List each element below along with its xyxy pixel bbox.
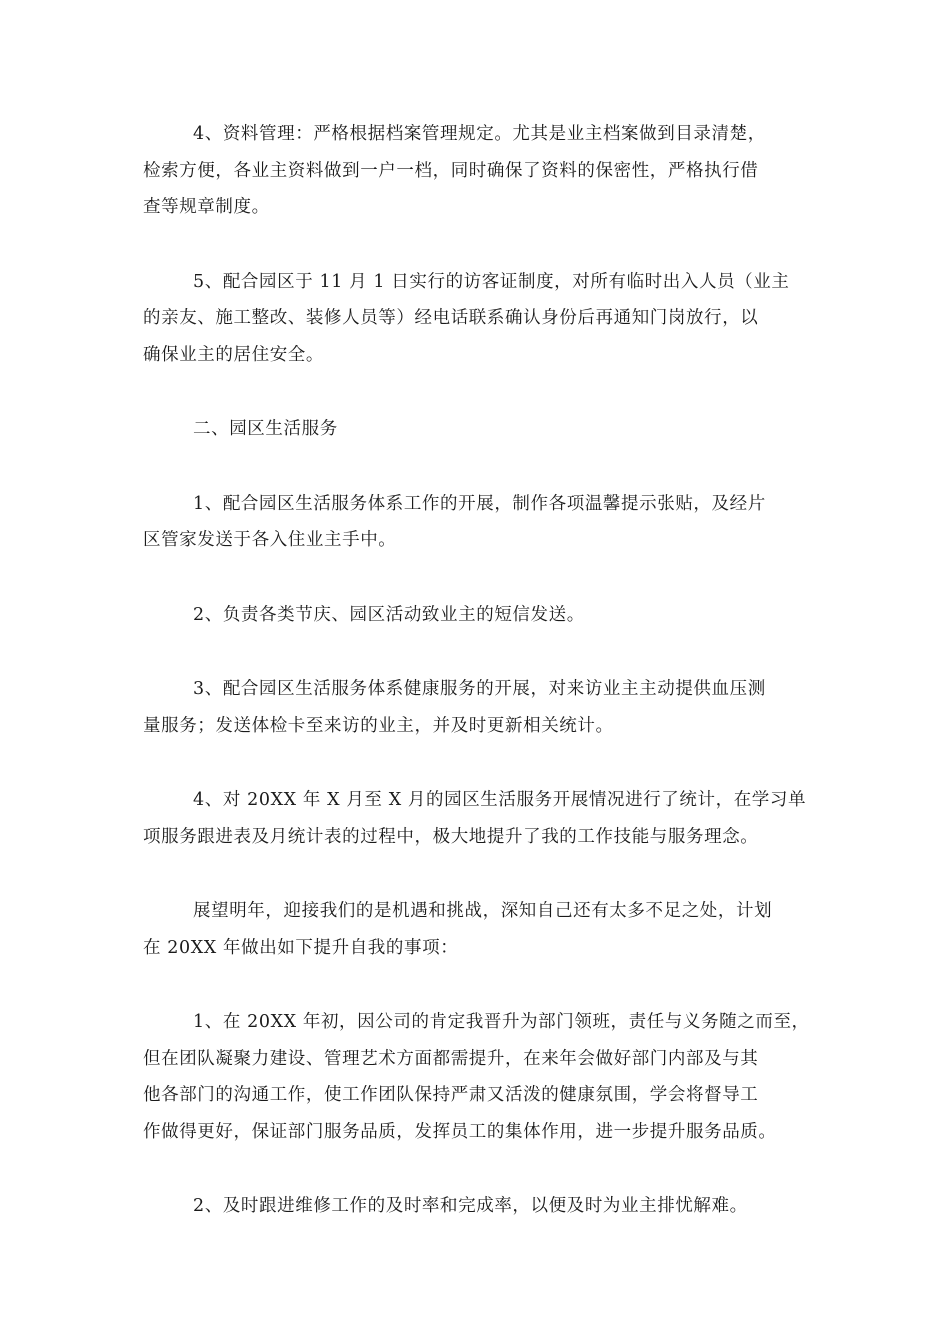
text-line: 区管家发送于各入住业主手中。 [143,530,397,550]
document-body [143,116,808,1263]
text-line: 作做得更好，保证部门服务品质，发挥员工的集体作用，进一步提升服务品质。 [143,1121,777,1142]
paragraph-statistics [143,782,808,855]
text-line: 项服务跟进表及月统计表的过程中，极大地提升了我的工作技能与服务理念。 [143,826,759,847]
text-line: 在 20XX 年做出如下提升自我的事项： [143,937,459,958]
paragraph-service-system [143,486,808,559]
text-line: 4、对 20XX 年 X 月至 X 月的园区生活服务开展情况进行了统计，在学习单 [193,790,807,810]
text-line: 查等规章制度。 [143,197,270,217]
paragraph-health-service [143,671,808,744]
paragraph-sms [143,597,808,634]
text-line: 4、资料管理：严格根据档案管理规定。尤其是业主档案做到目录清楚， [193,124,766,144]
paragraph-records-management [143,116,808,226]
text-line: 量服务；发送体检卡至来访的业主，并及时更新相关统计。 [143,715,614,736]
text-line: 确保业主的居住安全。 [143,344,324,365]
text-line: 1、在 20XX 年初，因公司的肯定我晋升为部门领班，责任与义务随之而至， [193,1012,810,1032]
paragraph-visitor-pass [143,264,808,374]
text-line: 检索方便，各业主资料做到一户一档，同时确保了资料的保密性，严格执行借 [143,160,759,181]
text-line: 但在团队凝聚力建设、管理艺术方面都需提升，在来年会做好部门内部及与其 [143,1048,759,1069]
text-line: 展望明年，迎接我们的是机遇和挑战，深知自己还有太多不足之处，计划 [193,901,773,921]
heading-text: 二、园区生活服务 [193,419,338,439]
text-line: 1、配合园区生活服务体系工作的开展，制作各项温馨提示张贴，及经片 [193,493,766,514]
section-heading-life-service [143,411,808,448]
text-line: 的亲友、施工整改、装修人员等）经电话联系确认身份后再通知门岗放行，以 [143,308,759,328]
paragraph-team-building [143,1004,808,1150]
text-line: 3、配合园区生活服务体系健康服务的开展，对来访业主主动提供血压测 [193,679,766,699]
text-line: 2、负责各类节庆、园区活动致业主的短信发送。 [193,604,585,625]
paragraph-outlook [143,893,808,966]
text-line: 他各部门的沟通工作，使工作团队保持严肃又活泼的健康氛围，学会将督导工 [143,1085,759,1105]
text-line: 2、及时跟进维修工作的及时率和完成率，以便及时为业主排忧解难。 [193,1196,748,1216]
paragraph-maintenance [143,1188,808,1225]
text-line: 5、配合园区于 11 月 1 日实行的访客证制度，对所有临时出入人员（业主 [193,271,790,292]
